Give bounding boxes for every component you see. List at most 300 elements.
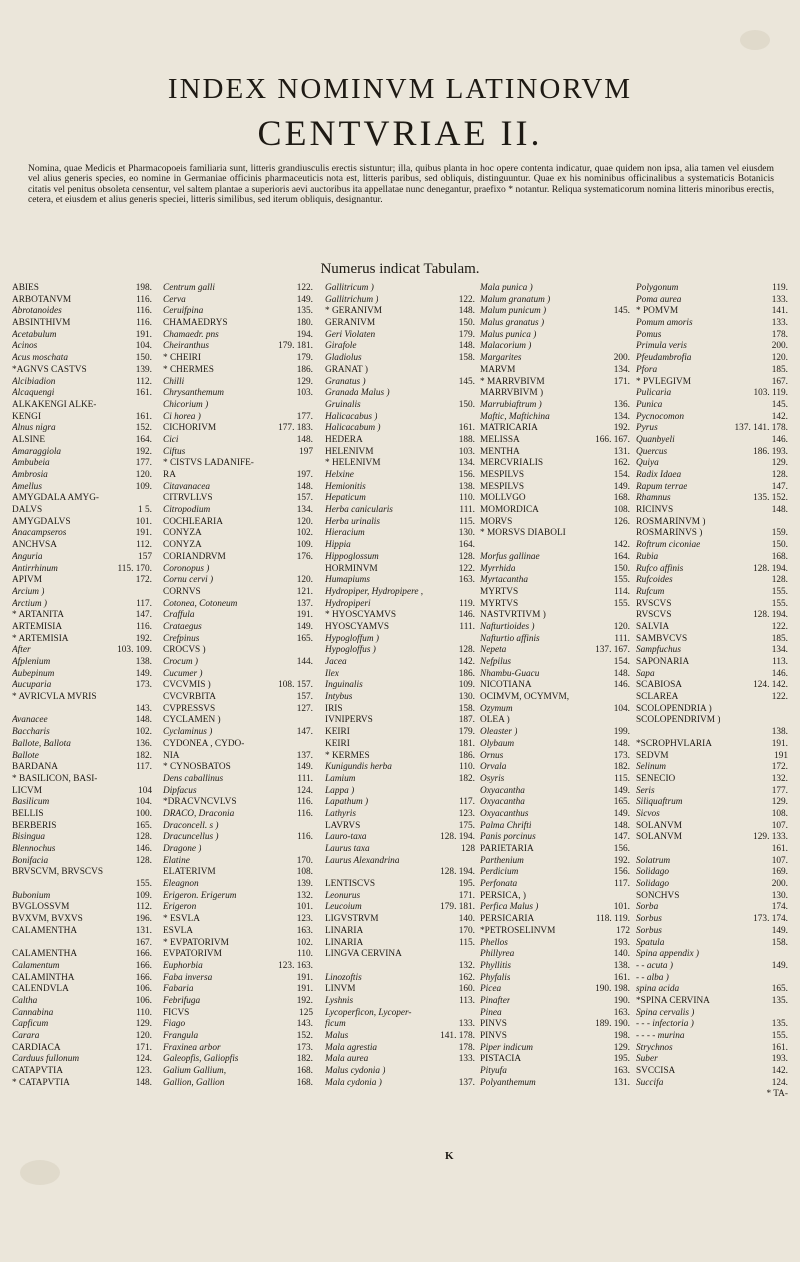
entry-page: 155. xyxy=(771,598,788,609)
entry-name: CHAMAEDRYS xyxy=(163,318,228,329)
entry-page: 149. xyxy=(135,668,152,679)
entry-page: 100. xyxy=(135,808,152,819)
index-entry xyxy=(636,867,788,879)
index-entry xyxy=(163,809,313,821)
index-entry xyxy=(480,423,630,435)
index-entry xyxy=(636,482,788,494)
index-entry xyxy=(325,715,475,727)
entry-name: SENECIO xyxy=(636,773,676,784)
entry-name: DRACO, Draconia xyxy=(163,808,235,819)
entry-name: ALSINE xyxy=(12,434,46,445)
signature-mark: K xyxy=(445,1150,454,1162)
index-entry xyxy=(325,610,475,622)
index-entry xyxy=(325,283,475,295)
entry-name: Dipfacus xyxy=(163,785,197,796)
index-entry xyxy=(163,552,313,564)
index-entry xyxy=(636,552,788,564)
index-entry xyxy=(12,634,152,646)
index-entry xyxy=(12,528,152,540)
entry-page: 132. xyxy=(458,960,475,971)
entry-name: Acinos xyxy=(12,341,38,352)
index-entry xyxy=(12,423,152,435)
entry-name: Quercus xyxy=(636,446,668,457)
entry-name: Ceruifpina xyxy=(163,306,204,317)
entry-name: CATAPVTIA xyxy=(12,1066,63,1077)
entry-page: 148. xyxy=(613,738,630,749)
entry-page: 160. xyxy=(458,984,475,995)
entry-page: 125 xyxy=(299,1007,313,1018)
entry-name: SCOLOPENDRIVM ) xyxy=(636,715,721,726)
entry-name: Laurus Alexandrina xyxy=(325,855,400,866)
entry-name: ROSMARINVS ) xyxy=(636,528,703,539)
entry-name: SONCHVS xyxy=(636,890,680,901)
index-entry xyxy=(12,856,152,868)
index-entry xyxy=(325,330,475,342)
entry-page: 168. xyxy=(771,551,788,562)
entry-name: Fabaria xyxy=(163,984,194,995)
entry-name: Amaraggiola xyxy=(12,446,62,457)
index-entry xyxy=(12,680,152,692)
entry-page: 111. xyxy=(459,621,475,632)
entry-name: Lathyris xyxy=(325,808,356,819)
entry-name: Aubepinum xyxy=(12,668,55,679)
index-entry xyxy=(636,634,788,646)
index-entry xyxy=(163,786,313,798)
index-entry xyxy=(163,435,313,447)
entry-name: Mala agrestia xyxy=(325,1042,378,1053)
entry-page: 190. 198. xyxy=(595,984,630,995)
index-entry xyxy=(163,564,313,576)
index-entry xyxy=(163,856,313,868)
index-entry xyxy=(636,528,788,540)
entry-page: 148. xyxy=(458,341,475,352)
entry-name: Cornu cervi ) xyxy=(163,575,214,586)
entry-page: 174. xyxy=(771,902,788,913)
index-entry xyxy=(325,996,475,1008)
entry-name: Alcaquengi xyxy=(12,388,55,399)
index-entry xyxy=(480,447,630,459)
entry-name: Hypogloffus ) xyxy=(325,645,376,656)
entry-name: Granatus ) xyxy=(325,376,366,387)
entry-page: 104 xyxy=(138,785,152,796)
entry-name: EVPATORIVM xyxy=(163,949,222,960)
index-entry xyxy=(12,832,152,844)
index-entry xyxy=(636,821,788,833)
index-entry xyxy=(325,739,475,751)
index-entry xyxy=(12,1078,152,1090)
entry-page: 139. xyxy=(296,879,313,890)
entry-name: CORIANDRVM xyxy=(163,551,226,562)
index-entry xyxy=(163,587,313,599)
entry-name: Nepeta xyxy=(480,645,507,656)
entry-name: KEIRI xyxy=(325,738,350,749)
index-entry xyxy=(163,949,313,961)
entry-page: 128. xyxy=(135,855,152,866)
entry-name: Morfus gallinae xyxy=(480,551,540,562)
entry-page: 116. xyxy=(136,318,152,329)
entry-name: Alnus nigra xyxy=(12,423,56,434)
index-entry xyxy=(325,634,475,646)
entry-name: Hepaticum xyxy=(325,493,366,504)
entry-name: *DRACVNCVLVS xyxy=(163,797,237,808)
entry-name: Malum granatum ) xyxy=(480,294,551,305)
index-entry xyxy=(163,680,313,692)
entry-name: Oxyacantha xyxy=(480,797,525,808)
entry-name: Osyris xyxy=(480,773,505,784)
entry-name: Succifa xyxy=(636,1077,664,1088)
entry-name: Piper indicum xyxy=(480,1042,533,1053)
index-entry xyxy=(480,1019,630,1031)
index-entry xyxy=(480,575,630,587)
entry-name: Chamaedr. pns xyxy=(163,329,219,340)
index-entry xyxy=(636,751,788,763)
index-entry xyxy=(325,377,475,389)
entry-page: 182. xyxy=(458,773,475,784)
entry-page: 102. xyxy=(296,937,313,948)
entry-name: Orvala xyxy=(480,762,507,773)
entry-name: Hemionitis xyxy=(325,481,366,492)
entry-name: MORVS xyxy=(480,516,513,527)
index-entry xyxy=(12,482,152,494)
entry-name: MESPILVS xyxy=(480,481,525,492)
entry-name: - - - infectoria ) xyxy=(636,1019,694,1030)
entry-name: - - acuta ) xyxy=(636,960,673,971)
entry-page: 111. xyxy=(297,773,313,784)
entry-page: 186. xyxy=(458,750,475,761)
entry-name: Sorbus xyxy=(636,925,662,936)
index-entry xyxy=(636,447,788,459)
entry-page: 132. xyxy=(296,890,313,901)
index-entry xyxy=(480,341,630,353)
index-entry xyxy=(163,704,313,716)
index-entry xyxy=(480,622,630,634)
entry-page: 129. xyxy=(771,797,788,808)
entry-page: 191. xyxy=(135,528,152,539)
entry-page: 110. xyxy=(297,949,313,960)
entry-page: 172. xyxy=(771,762,788,773)
index-entry xyxy=(325,447,475,459)
entry-name: Intybus xyxy=(325,692,353,703)
index-entry xyxy=(325,938,475,950)
index-entry xyxy=(12,645,152,657)
numerus-heading: Numerus indicat Tabulam. xyxy=(320,261,480,277)
entry-page: 177. xyxy=(135,458,152,469)
entry-page: 192. xyxy=(135,446,152,457)
entry-name: Hydropiperi xyxy=(325,598,371,609)
entry-page: 179. xyxy=(458,329,475,340)
entry-name: Rapum terrae xyxy=(636,481,688,492)
index-entry xyxy=(12,1019,152,1031)
entry-name: Picea xyxy=(480,984,502,995)
entry-name: DALVS xyxy=(12,505,43,516)
index-entry xyxy=(325,575,475,587)
entry-page: 156. xyxy=(613,844,630,854)
entry-page: 165. xyxy=(296,633,313,644)
index-entry xyxy=(163,610,313,622)
entry-name: Phyllitis xyxy=(480,960,511,971)
entry-name: Spatula xyxy=(636,937,665,948)
entry-page: 164. xyxy=(613,551,630,562)
index-entry xyxy=(480,797,630,809)
entry-name: BERBERIS xyxy=(12,820,57,831)
index-entry xyxy=(636,283,788,295)
index-entry xyxy=(163,599,313,611)
index-entry xyxy=(12,961,152,973)
index-entry xyxy=(12,715,152,727)
entry-name: MYRTVS xyxy=(480,586,519,597)
entry-name: SCABIOSA xyxy=(636,680,682,691)
entry-page: 106. xyxy=(135,995,152,1006)
index-entry xyxy=(325,1066,475,1078)
index-entry xyxy=(12,657,152,669)
entry-name: Pinea xyxy=(480,1007,502,1018)
index-entry xyxy=(480,926,630,938)
index-entry xyxy=(636,879,788,891)
entry-name: Roftrum ciconiae xyxy=(636,540,701,551)
entry-name: SOLANVM xyxy=(636,832,682,843)
entry-name: Gallion, Gallion xyxy=(163,1077,225,1088)
entry-name: CROCVS ) xyxy=(163,645,206,656)
entry-page: 104. xyxy=(613,703,630,714)
index-entry xyxy=(480,330,630,342)
entry-page: 124. xyxy=(296,785,313,796)
entry-name: RICINVS xyxy=(636,505,674,516)
entry-name: AMYGDALA AMYG- xyxy=(12,493,100,504)
entry-name: LINARIA xyxy=(325,937,364,948)
entry-name: Pityufa xyxy=(480,1066,507,1077)
index-entry xyxy=(163,458,313,470)
entry-name: Crefpinus xyxy=(163,633,200,644)
entry-page: 157. xyxy=(296,692,313,703)
entry-page: 140. xyxy=(613,949,630,960)
index-entry xyxy=(163,634,313,646)
entry-name: Ozymum xyxy=(480,703,513,714)
entry-name: BVGLOSSVM xyxy=(12,902,70,913)
entry-page: 108. xyxy=(771,808,788,819)
index-entry xyxy=(480,540,630,552)
entry-name: Bisingua xyxy=(12,832,46,843)
entry-name: LENTISCVS xyxy=(325,879,376,890)
index-entry xyxy=(480,599,630,611)
index-entry xyxy=(163,938,313,950)
entry-page: 128. 194. xyxy=(440,867,475,878)
entry-page: 120. xyxy=(613,621,630,632)
index-entry xyxy=(12,1054,152,1066)
index-entry xyxy=(163,657,313,669)
index-entry xyxy=(12,786,152,798)
entry-name: IRIS xyxy=(325,703,343,714)
index-entry xyxy=(325,657,475,669)
entry-name: Myrrhida xyxy=(480,563,516,574)
index-entry xyxy=(12,330,152,342)
index-entry xyxy=(480,517,630,529)
index-entry xyxy=(163,961,313,973)
index-entry xyxy=(163,447,313,459)
index-entry xyxy=(636,1019,788,1031)
entry-page: 112. xyxy=(136,376,152,387)
paper-stain xyxy=(20,1160,60,1185)
entry-name: Marrubiaftrum ) xyxy=(480,399,542,410)
entry-name: SOLANVM xyxy=(636,820,682,831)
entry-page: 1 5. xyxy=(138,505,152,516)
entry-name: Herba canicularis xyxy=(325,505,393,516)
entry-page: 197 xyxy=(299,446,313,457)
entry-name: SVCCISA xyxy=(636,1066,676,1077)
entry-page: 200. xyxy=(613,353,630,364)
entry-name: Rhamnus xyxy=(636,493,671,504)
entry-page: 200. xyxy=(771,341,788,352)
index-entry xyxy=(325,564,475,576)
entry-page: 142. xyxy=(613,540,630,551)
entry-name: Gruinalis xyxy=(325,399,361,410)
entry-name: Citavanacea xyxy=(163,481,210,492)
entry-page: 132. xyxy=(771,773,788,784)
index-entry xyxy=(12,377,152,389)
entry-name: Quanbyeli xyxy=(636,434,675,445)
entry-name: NICOTIANA xyxy=(480,680,532,691)
entry-page: 192. xyxy=(613,855,630,866)
entry-name: Anguria xyxy=(12,551,43,562)
entry-name: Suber xyxy=(636,1054,658,1065)
index-entry xyxy=(12,295,152,307)
entry-name: *SPINA CERVINA xyxy=(636,995,710,1006)
entry-page: 129. xyxy=(296,376,313,387)
entry-page: 167. xyxy=(771,376,788,387)
index-entry xyxy=(325,1054,475,1066)
entry-name: MARRVBIVM ) xyxy=(480,388,544,399)
index-entry xyxy=(636,610,788,622)
entry-page: 128. xyxy=(771,575,788,586)
entry-page: 136. xyxy=(135,738,152,749)
entry-name: BVXVM, BVXVS xyxy=(12,914,83,925)
index-entry xyxy=(480,891,630,903)
entry-name: Panis porcinus xyxy=(480,832,536,843)
entry-page: 150. xyxy=(613,563,630,574)
entry-name: OCIMVM, OCYMVM, xyxy=(480,692,570,703)
entry-page: 115. xyxy=(459,937,475,948)
entry-name: GRANAT ) xyxy=(325,364,368,375)
index-entry xyxy=(636,1008,788,1020)
entry-name: - - - - murina xyxy=(636,1031,685,1041)
index-entry xyxy=(325,458,475,470)
entry-page: 129. xyxy=(135,1019,152,1030)
index-entry xyxy=(480,295,630,307)
index-entry xyxy=(636,470,788,482)
entry-page: 158. xyxy=(458,353,475,364)
entry-name: Jacea xyxy=(325,657,347,667)
entry-page: 136. xyxy=(613,399,630,410)
entry-page: 177. 183. xyxy=(278,423,313,434)
entry-page: 195. xyxy=(613,1054,630,1065)
entry-name: MYRTVS xyxy=(480,598,519,609)
entry-name: Perfica Malus ) xyxy=(480,902,539,913)
entry-page: 164. xyxy=(135,434,152,445)
index-entry xyxy=(163,1078,313,1090)
index-entry xyxy=(325,341,475,353)
entry-page: 179. xyxy=(296,353,313,364)
index-entry xyxy=(636,891,788,903)
entry-name: Phillyrea xyxy=(480,949,515,960)
intro-paragraph xyxy=(28,164,774,206)
entry-name: * POMVM xyxy=(636,306,679,317)
index-entry xyxy=(325,891,475,903)
entry-name: CYDONEA , CYDO- xyxy=(163,738,245,749)
entry-name: Lyshnis xyxy=(325,995,354,1006)
entry-name: Mala aurea xyxy=(325,1054,369,1065)
entry-name: Margarites xyxy=(480,353,522,364)
entry-name: Nhambu-Guacu xyxy=(480,668,540,679)
entry-page: 182. xyxy=(296,1054,313,1065)
entry-name: PINVS xyxy=(480,1019,507,1030)
index-entry xyxy=(163,926,313,938)
entry-page: 158. xyxy=(771,937,788,948)
entry-page: 148. xyxy=(296,434,313,445)
entry-name: Nefpilus xyxy=(480,657,511,667)
entry-name: Chicorium ) xyxy=(163,399,209,410)
entry-page: 185. xyxy=(771,364,788,375)
entry-name: Laurus taxa xyxy=(325,844,370,854)
entry-name: Cannabina xyxy=(12,1007,54,1018)
entry-page: 128 xyxy=(461,844,475,854)
entry-name: LINGVA CERVINA xyxy=(325,949,402,960)
entry-page: 172. xyxy=(135,575,152,586)
entry-page: 147. xyxy=(296,727,313,738)
index-entry xyxy=(325,926,475,938)
index-entry xyxy=(636,739,788,751)
paper-stain xyxy=(740,30,770,50)
entry-page: 157. xyxy=(296,493,313,504)
entry-page: 146. xyxy=(613,680,630,691)
index-entry xyxy=(163,879,313,891)
entry-page: 106. xyxy=(135,984,152,995)
entry-name: * MORSVS DIABOLI xyxy=(480,528,566,539)
index-entry xyxy=(12,727,152,739)
entry-name: Pyrus xyxy=(636,423,658,434)
entry-name: CVPRESSVS xyxy=(163,703,216,714)
entry-page: 182. xyxy=(135,750,152,761)
index-entry xyxy=(325,587,475,599)
index-entry xyxy=(636,774,788,786)
entry-page: 189. 190. xyxy=(595,1019,630,1030)
entry-page: 148. xyxy=(135,1077,152,1088)
entry-name: * CHERMES xyxy=(163,364,214,375)
entry-name: BARDANA xyxy=(12,762,58,773)
index-entry xyxy=(325,1043,475,1055)
entry-name: * KERMES xyxy=(325,750,370,761)
index-entry xyxy=(12,821,152,833)
index-entry xyxy=(163,867,313,879)
entry-page: 137. xyxy=(296,750,313,761)
entry-name: Rufco affinis xyxy=(636,563,684,574)
entry-name: Sapa xyxy=(636,668,655,679)
entry-page: 107. xyxy=(771,820,788,831)
index-entry xyxy=(325,423,475,435)
entry-page: 177. xyxy=(771,785,788,796)
entry-name: PERSICARIA xyxy=(480,914,535,925)
entry-name: Dracuncellus ) xyxy=(163,832,219,843)
entry-page: 107. xyxy=(771,855,788,866)
index-entry xyxy=(163,996,313,1008)
entry-name: Halicacabum ) xyxy=(325,423,381,434)
entry-name: * HYOSCYAMVS xyxy=(325,610,397,621)
entry-page: 150. xyxy=(135,353,152,364)
entry-page: 179. 181. xyxy=(278,341,313,352)
entry-page: 155. xyxy=(135,879,152,890)
entry-name: Poma aurea xyxy=(636,294,682,305)
index-entry xyxy=(12,1008,152,1020)
entry-name: Capficum xyxy=(12,1019,49,1030)
entry-name: Anacampseros xyxy=(12,528,67,539)
